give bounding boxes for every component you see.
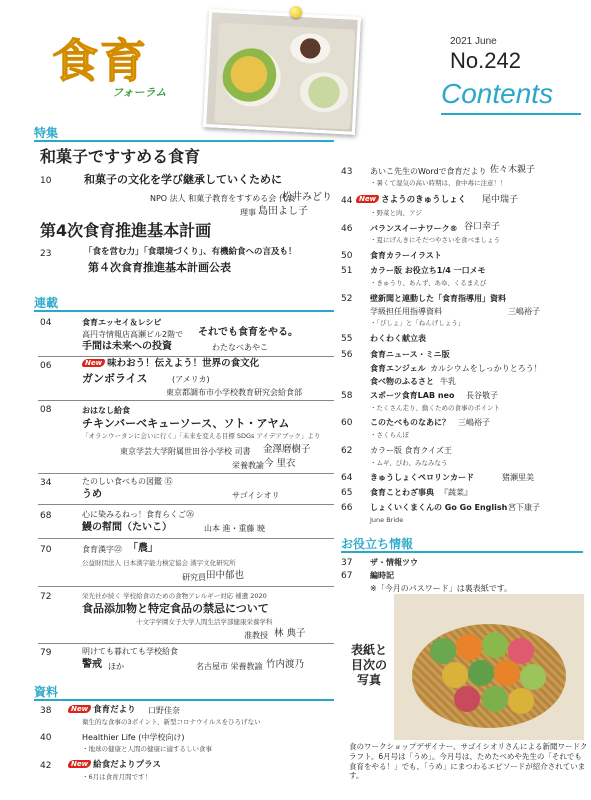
author-affiliation: 名古屋市 栄養教諭: [196, 662, 263, 671]
article-title[interactable]: 編時記: [370, 571, 394, 580]
divider: [38, 473, 334, 474]
divider: [38, 586, 334, 587]
article-title[interactable]: 第４次食育推進基本計画公表: [88, 261, 231, 274]
page-number: 65: [341, 488, 353, 498]
author-name: 竹内渡乃: [266, 659, 305, 670]
author-affiliation: 十文字学園女子大学人間生活学部健康栄養学科: [136, 618, 273, 626]
author-affiliation: 東京都調布市小学校教育研究会給食部: [166, 388, 302, 397]
author-name: 谷口幸子: [464, 222, 501, 232]
article-title[interactable]: 手間は未来への投資: [82, 341, 172, 352]
article-note: 衛生的な食事の3ポイント、新型コロナウイルスをひろげない: [82, 718, 261, 726]
photo-caption: 食のワークショップデザイナー、サゴイシオリさんによる新聞ワードクラフト。6月号は「うめ」。今月号は、ためたべめや先生の「それでも食育をやる！」でも、「うめ」にまつわるエピソードが紹介されています。: [349, 742, 588, 781]
article-title[interactable]: 「農」: [128, 543, 158, 554]
article-title[interactable]: 和菓子の文化を学び継承していくために: [84, 173, 282, 186]
logo-sub-text: フォーラム: [112, 86, 167, 99]
article-subtitle: カルシウムをしっかりとろう！: [430, 364, 542, 373]
article-title[interactable]: New 食育だより: [68, 705, 136, 716]
article-title[interactable]: 食育ニュース・ミニ版: [370, 350, 450, 359]
cover-photo: [203, 9, 361, 135]
page-number: 08: [40, 405, 52, 415]
article-subtitle: 高円寺情報店高瀬ビル2階で: [82, 330, 184, 339]
article-note: ・夏にげんきにそだつやさいを食べましょう: [370, 236, 500, 244]
article-subtitle: 食べ物のふるさと: [370, 377, 434, 386]
cover-photo-basket: [394, 594, 584, 740]
article-title[interactable]: 鰻の幇間（たいこ）: [82, 522, 172, 533]
section-oyaku: お役立ち情報: [341, 537, 414, 551]
article-note: ・さくらんぼ: [370, 431, 409, 439]
page-number: 23: [40, 249, 52, 259]
article-subtitle: (アメリカ): [172, 375, 210, 384]
article-note: ・地球の健康と人間の健康に適するしい食事: [82, 745, 212, 753]
divider: [38, 504, 334, 505]
article-title[interactable]: うめ: [82, 489, 102, 500]
article-note: ・ムギ、びわ、みなみなう: [370, 459, 448, 467]
feature-title-wagashi: 和菓子ですすめる食育: [40, 147, 201, 166]
author-name: サゴイシオリ: [232, 491, 280, 500]
article-series: 心に染みるねっ！食育らくご㉖: [82, 510, 194, 519]
article-title[interactable]: チキンバーベキューソース、ソト・アヤム: [82, 417, 290, 430]
article-subtitle: 「食を営む力」「食環境づくり」、有機給食への言及も！: [84, 247, 297, 257]
page-number: 70: [40, 545, 52, 555]
page-number: 50: [341, 251, 353, 261]
author-name: 金澤磨樹子: [263, 444, 311, 455]
article-series: たのしい食べもの図鑑 ⑮: [82, 477, 173, 486]
article-title[interactable]: 食育ことわざ事典: [370, 488, 434, 497]
page-number: 40: [40, 733, 52, 743]
article-title[interactable]: しょくいくまくんの Go Go English: [370, 503, 508, 512]
article-series: 栄光社が続く 学校給食のための食物アレルギー対応 補遺 2020: [82, 592, 267, 600]
page-number: 10: [40, 176, 52, 186]
page-number: 43: [341, 167, 353, 177]
author-role: 研究員: [182, 573, 206, 582]
issue-date: 2021 June: [450, 36, 497, 47]
author-name: 島田よし子: [258, 206, 308, 217]
page-number: 68: [40, 511, 52, 521]
author-name: 猪瀬里美: [502, 473, 534, 482]
author-name: 山本 進・重藤 暁: [204, 524, 266, 533]
divider: [38, 538, 334, 539]
article-title[interactable]: わくわく献立表: [370, 334, 426, 343]
author-affiliation: 公益財団法人 日本漢字能力検定協会 漢字文化研究所: [82, 559, 236, 567]
article-series: おはなし給食: [82, 406, 130, 415]
page-number: 64: [341, 473, 353, 483]
article-subtitle: 食育エンジェル: [370, 364, 426, 373]
article-subtitle: 「オランウータンに会いに行く」「未来を変える目標 SDGs アイデアブック」より: [82, 432, 321, 440]
article-series: 食育漢字㉒: [82, 545, 122, 554]
page-number: 51: [341, 266, 353, 276]
author-name: 林 典子: [274, 628, 306, 639]
article-title[interactable]: あいこ先生のWordで食育だより: [370, 167, 487, 176]
section-shiryo: 資料: [34, 685, 59, 699]
page-number: 04: [40, 318, 52, 328]
contents-heading: Contents: [441, 78, 554, 109]
article-title[interactable]: ザ・情報ツウ: [370, 558, 418, 567]
article-series: New 味わおう！伝えよう！世界の食文化: [82, 359, 259, 370]
author-name: 今 里衣: [264, 458, 296, 469]
author-name: 三嶋裕子: [508, 307, 540, 316]
page-number: 42: [40, 761, 52, 771]
section-shiryo-rule: [34, 699, 334, 701]
page-number: 34: [40, 478, 52, 488]
page-number: 56: [341, 350, 353, 360]
article-note: ・暑くて湿気の高い時期は、食中毒に注意！！: [370, 179, 507, 187]
author-name: 尾中瑞子: [482, 195, 519, 205]
article-title[interactable]: 食品添加物と特定食品の禁忌について: [82, 602, 269, 615]
photo-label: 表紙と目次の写真: [350, 643, 387, 687]
section-tokushu: 特集: [34, 126, 59, 140]
author-name: わたなべあやこ: [212, 343, 268, 352]
new-badge: New: [68, 760, 91, 768]
contents-underline: [441, 113, 581, 115]
article-title[interactable]: 壁新聞と連動した「食育指導用」資料: [370, 294, 506, 303]
article-note: June Bride: [370, 516, 404, 524]
section-oyaku-rule: [341, 551, 583, 553]
article-series: 明けても暮れても学校給食: [82, 647, 178, 656]
page-number: 79: [40, 648, 52, 658]
article-title[interactable]: バランスイーナワーク®: [370, 224, 458, 233]
author-role: 准教授: [244, 631, 268, 640]
page-number: 06: [40, 361, 52, 371]
article-title[interactable]: カラー版 食育クイズ王: [370, 446, 453, 455]
new-badge: New: [68, 705, 91, 713]
article-title[interactable]: 警戒: [82, 659, 102, 670]
article-series: 食育エッセイ＆レシピ: [82, 318, 162, 327]
author-affiliation: NPO 法人 和菓子教育をすすめる会 代表: [150, 194, 295, 203]
article-subtitle: 学級担任用指導資料: [370, 307, 442, 316]
page-number: 44: [341, 196, 353, 206]
page-number: 62: [341, 446, 353, 456]
article-title[interactable]: New 給食だよりプラス: [68, 760, 161, 771]
page-number: 37: [341, 558, 353, 568]
logo-main-text: 食育: [52, 34, 148, 88]
page-number: 58: [341, 391, 353, 401]
article-title[interactable]: Healthier Life (中学校向け): [82, 733, 185, 742]
author-role: 栄養教諭: [232, 461, 264, 470]
page-number: 66: [341, 503, 353, 513]
article-title[interactable]: カラー版 お役立ち1/4 一口メモ: [370, 266, 486, 275]
article-title[interactable]: New さようのきゅうしょく: [356, 195, 466, 206]
password-note: ※「今月のパスワード」は裏表紙です。: [370, 584, 513, 593]
article-note: ・きゅうり、あんず、あゆ、くるまえび: [370, 279, 487, 287]
page-number: 52: [341, 294, 353, 304]
article-title[interactable]: スポーツ食育LAB neo: [370, 391, 455, 400]
article-title[interactable]: それでも食育をやる。: [198, 327, 298, 338]
section-rensai: 連載: [34, 296, 59, 310]
article-subtitle: ほか: [108, 662, 124, 671]
feature-title-plan: 第4次食育推進基本計画: [40, 221, 212, 240]
author-role: 理事: [240, 208, 256, 217]
section-tokushu-rule: [34, 140, 334, 142]
page-number: 67: [341, 571, 353, 581]
author-name: 田中郁也: [206, 570, 245, 581]
divider: [38, 643, 334, 644]
divider: [38, 400, 334, 401]
page-number: 60: [341, 418, 353, 428]
author-name: 口野佳奈: [148, 706, 180, 715]
article-note: ・野菜と肉、アジ: [370, 209, 422, 217]
issue-number: No.242: [450, 48, 521, 73]
page-number: 55: [341, 334, 353, 344]
new-badge: New: [82, 359, 105, 367]
article-title[interactable]: ガンボライス: [82, 372, 148, 385]
author-name: 三嶋裕子: [458, 418, 490, 427]
article-subtitle: 牛乳: [440, 377, 456, 386]
article-title[interactable]: きゅうしょくペロリンカード: [370, 473, 474, 482]
author-name: 宮下康子: [508, 503, 540, 512]
article-note: ・たくさん走り、動くための食事のポイント: [370, 404, 500, 412]
author-name: 長谷敬子: [466, 391, 498, 400]
author-name: 佐々木親子: [490, 165, 536, 175]
article-note: ・6月は食育月間です！: [82, 773, 152, 781]
article-title[interactable]: 食育カラーイラスト: [370, 251, 442, 260]
author-affiliation: 東京学芸大学附属世田谷小学校 司書: [120, 447, 251, 456]
page-number: 38: [40, 706, 52, 716]
page-number: 46: [341, 224, 353, 234]
author-name: 松井みどり: [282, 192, 332, 203]
article-note: ・「ぴしょ」と「ねんげしょう」: [370, 319, 465, 327]
section-rensai-rule: [34, 310, 334, 312]
magazine-logo: [52, 36, 182, 104]
new-badge: New: [356, 195, 379, 203]
divider: [38, 356, 334, 357]
article-title[interactable]: このたべものなあに？: [370, 418, 450, 427]
pushpin-icon: [290, 6, 302, 18]
article-subtitle: 『蔬菜』: [440, 488, 472, 497]
page-number: 72: [40, 592, 52, 602]
